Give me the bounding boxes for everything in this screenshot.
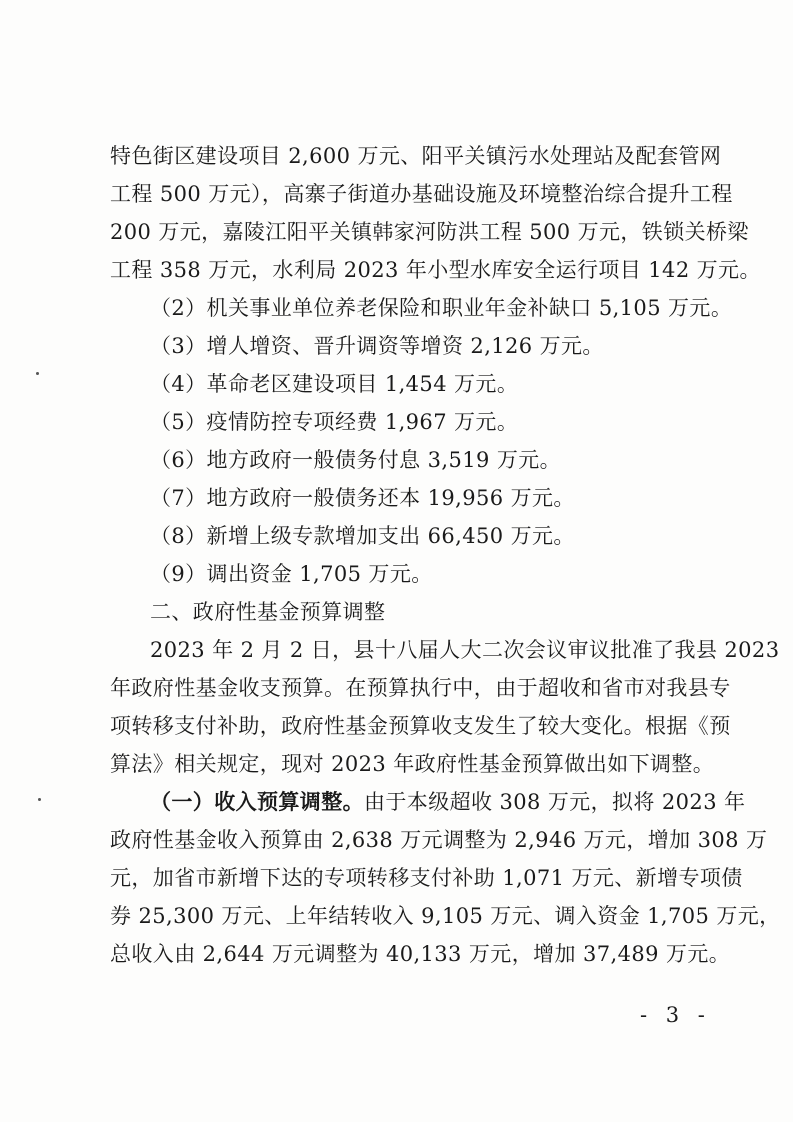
text-line: 工程 500 万元），高寨子街道办基础设施及环境整治综合提升工程 bbox=[110, 182, 733, 206]
scan-speck bbox=[38, 798, 41, 801]
text-line: 特色街区建设项目 2,600 万元、阳平关镇污水处理站及配套管网 bbox=[110, 144, 722, 168]
list-item: （2）机关事业单位养老保险和职业年金补缺口 5,105 万元。 bbox=[150, 296, 733, 320]
text-line: 总收入由 2,644 万元调整为 40,133 万元，增加 37,489 万元。 bbox=[110, 942, 731, 966]
list-item: （7）地方政府一般债务还本 19,956 万元。 bbox=[150, 486, 575, 510]
text-line: 200 万元，嘉陵江阳平关镇韩家河防洪工程 500 万元，铁锁关桥梁 bbox=[110, 220, 749, 244]
text-line: 工程 358 万元，水利局 2023 年小型水库安全运行项目 142 万元。 bbox=[110, 258, 761, 282]
text-line bbox=[150, 787, 746, 817]
text-line: 政府性基金收入预算由 2,638 万元调整为 2,946 万元，增加 308 万 bbox=[110, 828, 768, 852]
list-item: （5）疫情防控专项经费 1,967 万元。 bbox=[150, 410, 519, 434]
text-line: 年政府性基金收支预算。在预算执行中，由于超收和省市对我县专 bbox=[110, 676, 731, 700]
text-line: 券 25,300 万元、上年结转收入 9,105 万元、调入资金 1,705 万元， bbox=[110, 904, 781, 928]
text-line: 2023 年 2 月 2 日，县十八届人大二次会议审议批准了我县 2023 bbox=[150, 638, 780, 662]
list-item: （3）增人增资、晋升调资等增资 2,126 万元。 bbox=[150, 334, 604, 358]
text-line: 元，加省市新增下达的专项转移支付补助 1,071 万元、新增专项债 bbox=[110, 866, 743, 890]
list-item: （8）新增上级专款增加支出 66,450 万元。 bbox=[150, 524, 575, 548]
text-line: 项转移支付补助，政府性基金预算收支发生了较大变化。根据《预 bbox=[110, 714, 731, 738]
list-item: （4）革命老区建设项目 1,454 万元。 bbox=[150, 372, 519, 396]
scan-speck bbox=[36, 372, 39, 375]
list-item: （9）调出资金 1,705 万元。 bbox=[150, 562, 433, 586]
text-span: 由于本级超收 308 万元，拟将 2023 年 bbox=[364, 790, 746, 814]
page-number: - 3 - bbox=[640, 1003, 711, 1027]
subheading: （一）收入预算调整。 bbox=[150, 789, 364, 814]
section-heading: 二、政府性基金预算调整 bbox=[150, 600, 386, 624]
text-line: 算法》相关规定，现对 2023 年政府性基金预算做出如下调整。 bbox=[110, 752, 715, 776]
list-item: （6）地方政府一般债务付息 3,519 万元。 bbox=[150, 448, 562, 472]
